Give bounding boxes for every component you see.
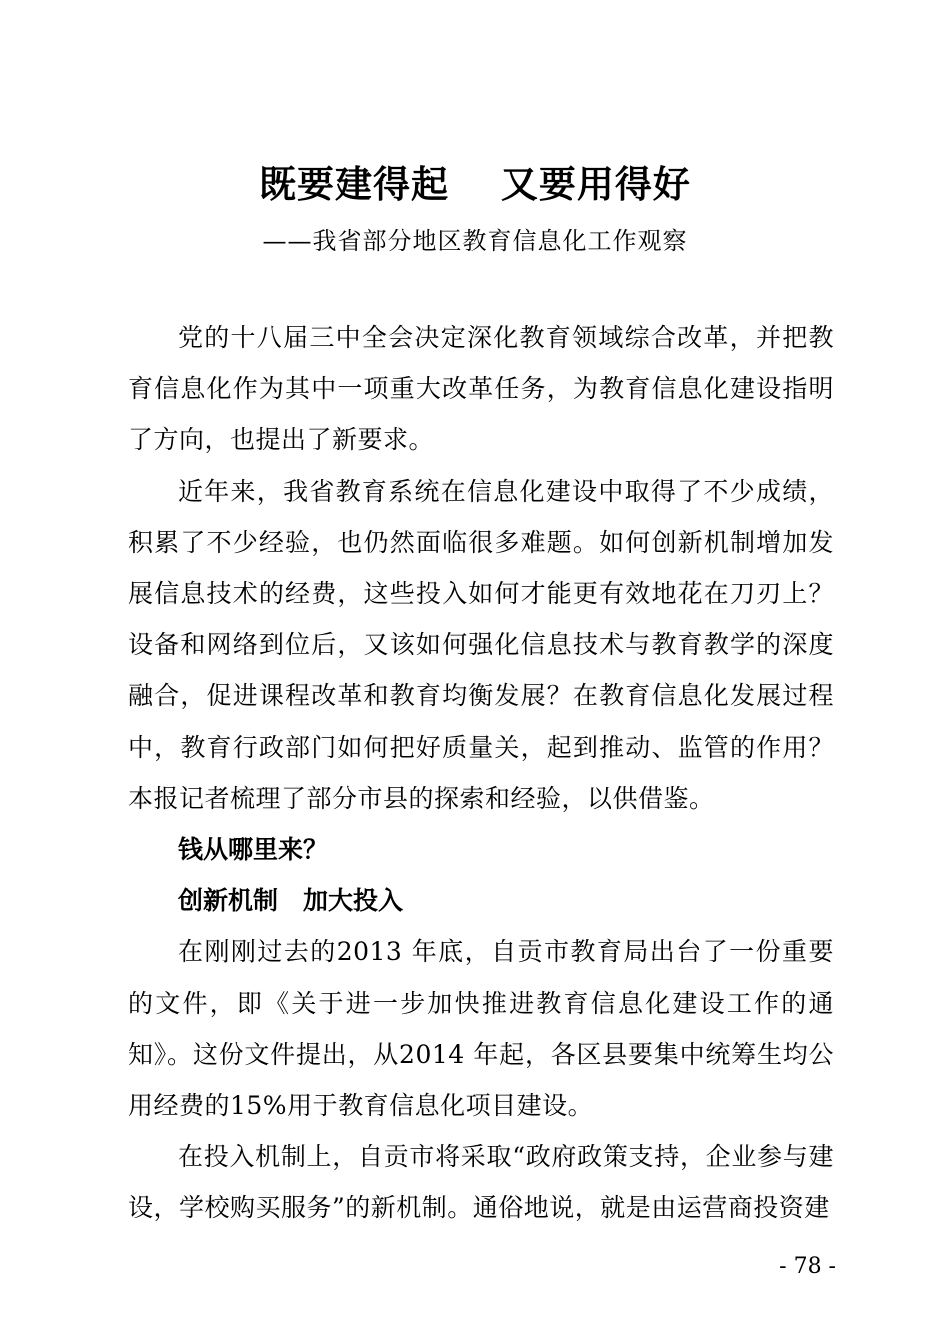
paragraph-background: 近年来，我省教育系统在信息化建设中取得了不少成绩，积累了不少经验，也仍然面临很多难题。如何创新机制增加发展信息技术的经费，这些投入如何才能更有效地花在刀刃上？设备和网络到位后，又该如何强化信息技术与教育教学的深度融合，促进课程改革和教育均衡发展？在教育信息化发展过程中，教育行政部门如何把好质量关，起到推动、监管的作用？本报记者梳理了部分市县的探索和经验，以供借鉴。 — [128, 476, 834, 813]
article-body — [128, 312, 834, 1234]
paragraph-intro: 党的十八届三中全会决定深化教育领域综合改革，并把教育信息化作为其中一项重大改革任务，为教育信息化建设指明了方向，也提出了新要求。 — [128, 323, 834, 455]
paragraph-funding-policy: 在刚刚过去的2013 年底，自贡市教育局出台了一份重要的文件，即《关于进一步加快推进教育信息化建设工作的通知》。这份文件提出，从2014 年起，各区县要集中统筹生均公用经费的15%用于教育信息化项目建设。 — [128, 937, 834, 1121]
section-subheading: 创新机制 加大投入 — [178, 886, 404, 916]
paragraph-investment-mechanism: 在投入机制上，自贡市将采取“政府政策支持，企业参与建设，学校购买服务”的新机制。通俗地说，就是由运营商投资建 — [128, 1142, 834, 1223]
article-subtitle: ——我省部分地区教育信息化工作观察 — [262, 227, 688, 255]
section-heading: 钱从哪里来？ — [178, 835, 329, 865]
article-title: 既要建得起 又要用得好 — [259, 162, 691, 206]
page-number: - 78 - — [779, 1254, 836, 1279]
